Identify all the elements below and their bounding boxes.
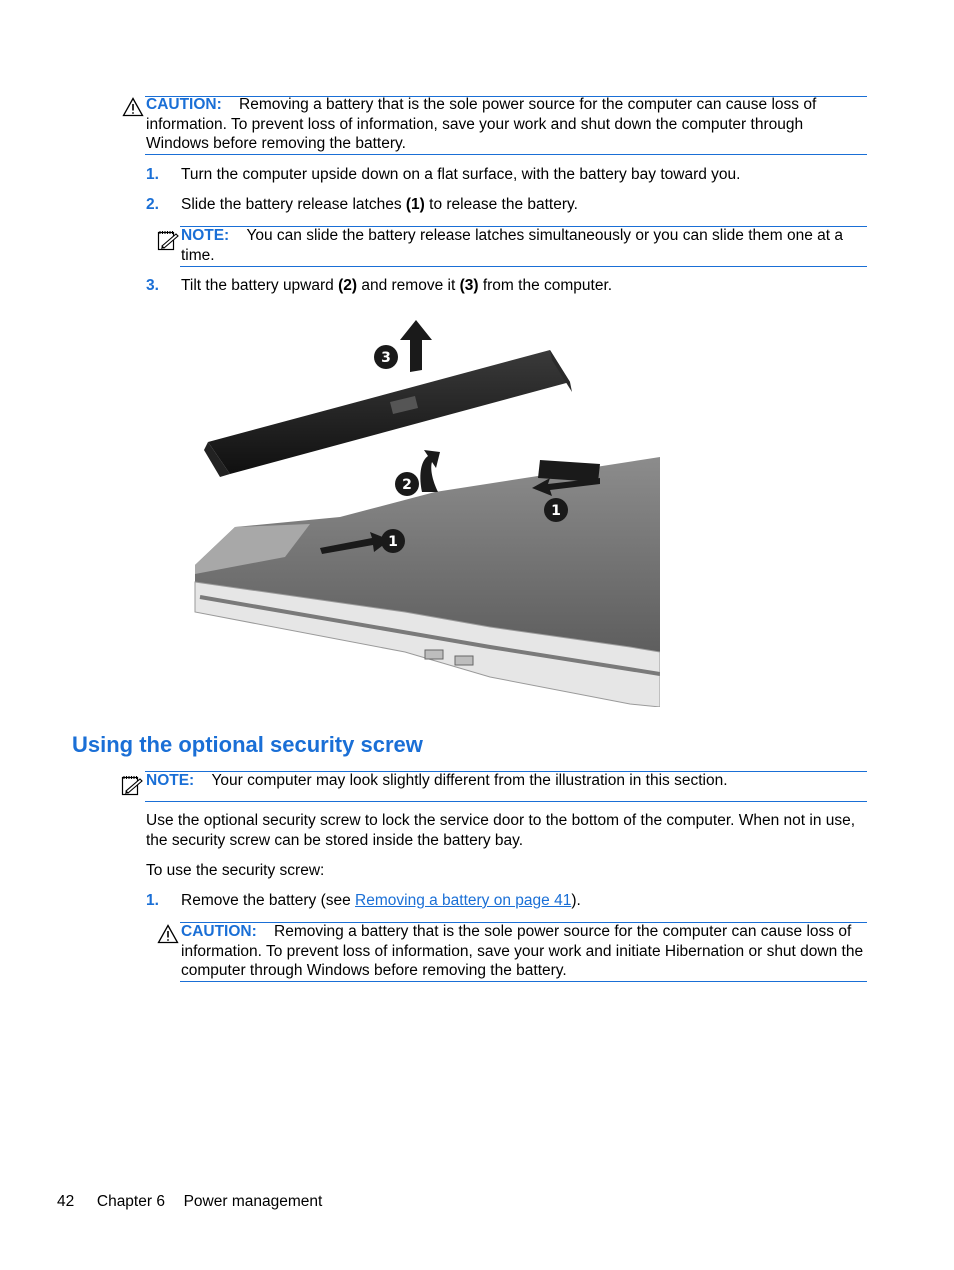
note2 xyxy=(146,771,866,791)
page-number: 42 xyxy=(57,1193,75,1210)
note1-bottom-rule xyxy=(180,266,867,267)
chapter-label: Chapter 6 xyxy=(96,1193,165,1210)
step-number: 3. xyxy=(146,277,159,294)
caution1-text: Removing a battery that is the sole power source for the computer can cause loss of information. To prevent loss of information, save your work and shut down the computer through Windows before removing the battery. xyxy=(146,96,817,152)
note-pad-icon xyxy=(120,773,144,797)
step-number: 2. xyxy=(146,196,159,213)
removing-battery-link[interactable]: Removing a battery on page 41 xyxy=(355,892,572,909)
caution1-label: CAUTION: xyxy=(146,96,222,113)
callout-2 xyxy=(395,472,419,496)
callout-1-right xyxy=(544,498,568,522)
caution1-bottom-rule xyxy=(145,154,867,155)
warning-triangle-icon xyxy=(157,924,179,944)
note-pad-icon xyxy=(156,228,180,252)
step-text: Slide the battery release latches (1) to release the battery. xyxy=(181,196,578,213)
page-footer xyxy=(57,1192,322,1212)
warning-triangle-icon xyxy=(122,97,144,117)
note1-label: NOTE: xyxy=(181,227,230,244)
caution2-label: CAUTION: xyxy=(181,923,257,940)
callout-1-left xyxy=(381,529,405,553)
body-paragraph-1: Use the optional security screw to lock the service door to the bottom of the computer. When not in use, the security screw can be stored inside the battery bay. xyxy=(146,812,856,849)
step-text: Tilt the battery upward (2) and remove it (3) from the computer. xyxy=(181,277,613,294)
caution1 xyxy=(146,95,866,154)
caution2-text: Removing a battery that is the sole power source for the computer can cause loss of information. To prevent loss of information, save your work and initiate Hibernation or shut down the computer through Windows before removing the battery. xyxy=(181,923,864,979)
chapter-title: Power management xyxy=(183,1193,323,1210)
battery-removal-illustration xyxy=(190,312,660,707)
svg-text:1: 1 xyxy=(551,503,561,519)
svg-text:2: 2 xyxy=(402,477,412,493)
note2-text: Your computer may look slightly different from the illustration in this section. xyxy=(211,772,728,789)
caution2 xyxy=(181,922,867,981)
body-paragraph-2: To use the security screw: xyxy=(146,862,325,879)
note1 xyxy=(181,226,867,265)
note2-label: NOTE: xyxy=(146,772,195,789)
step-text: Remove the battery (see Removing a battery on page 41). xyxy=(181,892,581,909)
caution2-bottom-rule xyxy=(180,981,867,982)
note1-text: You can slide the battery release latches simultaneously or you can slide them one at a time. xyxy=(181,227,843,264)
section-heading: Using the optional security screw xyxy=(72,732,423,757)
note2-bottom-rule xyxy=(145,801,867,802)
step-number: 1. xyxy=(146,166,159,183)
arrow-up xyxy=(400,320,432,372)
step-number: 1. xyxy=(146,892,159,909)
svg-text:3: 3 xyxy=(381,350,391,366)
svg-text:1: 1 xyxy=(388,534,398,550)
callout-3 xyxy=(374,345,398,369)
arrow-curved xyxy=(420,450,440,492)
step-text: Turn the computer upside down on a flat surface, with the battery bay toward you. xyxy=(181,166,741,183)
